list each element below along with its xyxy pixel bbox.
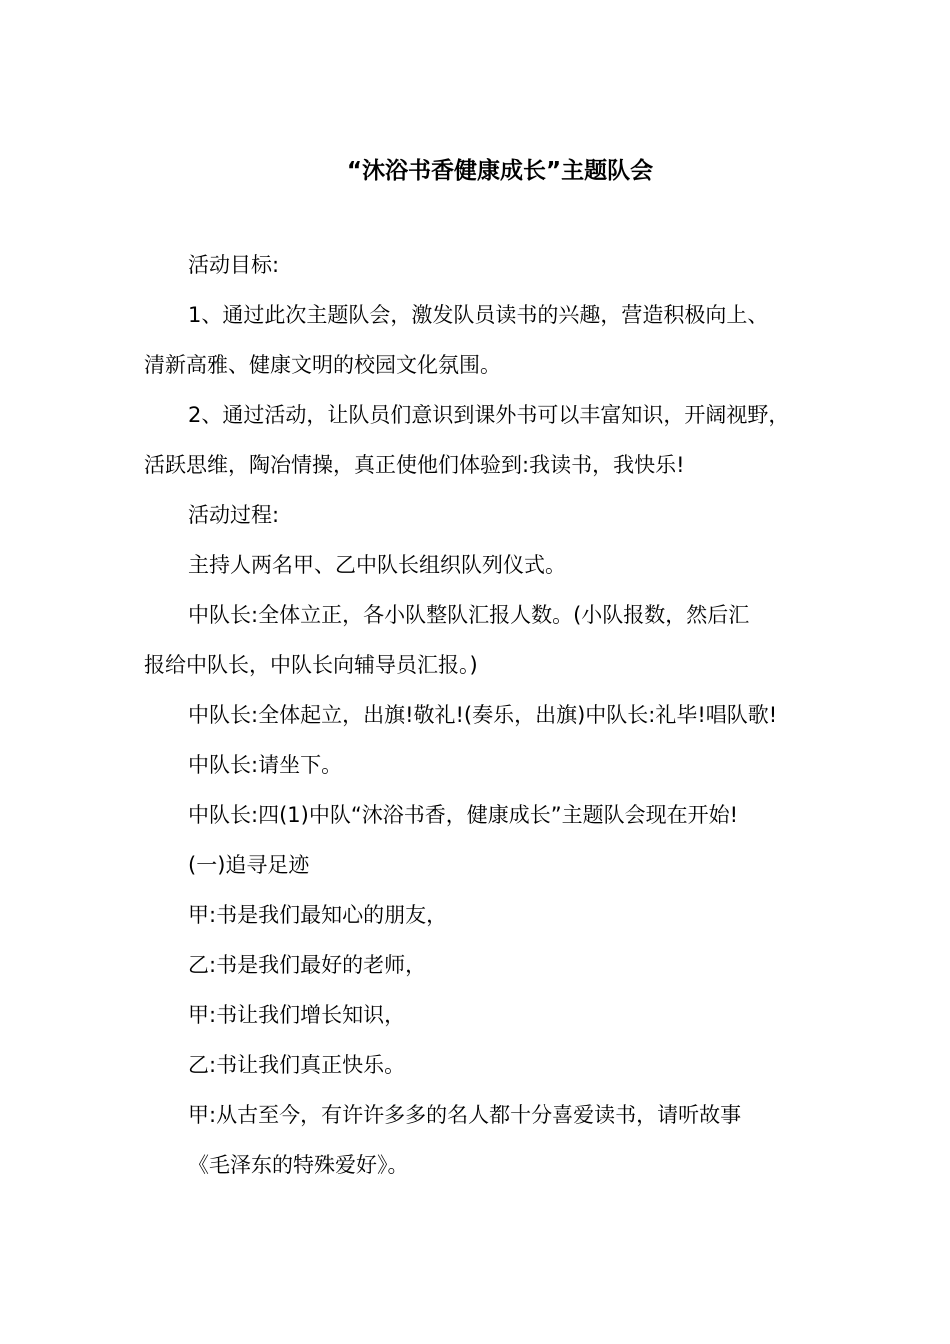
- paragraph-line: 2、通过活动，让队员们意识到课外书可以丰富知识，开阔视野，: [188, 403, 790, 427]
- paragraph-line: (一)追寻足迹: [188, 853, 310, 877]
- paragraph-line: 报给中队长，中队长向辅导员汇报。): [144, 653, 478, 677]
- paragraph-line: 主持人两名甲、乙中队长组织队列仪式。: [188, 553, 566, 577]
- paragraph-line: 1、通过此次主题队会，激发队员读书的兴趣，营造积极向上、: [188, 303, 769, 327]
- document-title: “沐浴书香健康成长”主题队会: [346, 158, 654, 184]
- paragraph-line: 活跃思维，陶冶情操，真正使他们体验到:我读书，我快乐!: [144, 453, 685, 477]
- paragraph-line: 乙:书让我们真正快乐。: [188, 1053, 406, 1077]
- document-body: [144, 248, 834, 1198]
- paragraph-line: 活动目标:: [188, 253, 280, 277]
- paragraph-line: 中队长:四(1)中队“沐浴书香，健康成长”主题队会现在开始!: [188, 803, 738, 827]
- paragraph-line: 《毛泽东的特殊爱好》。: [188, 1153, 409, 1177]
- paragraph-line: 甲:从古至今，有许许多多的名人都十分喜爱读书，请听故事: [188, 1103, 742, 1127]
- paragraph-line: 中队长:全体立正，各小队整队汇报人数。(小队报数，然后汇: [188, 603, 750, 627]
- paragraph-line: 乙:书是我们最好的老师，: [188, 953, 427, 977]
- paragraph-line: 中队长:请坐下。: [188, 753, 343, 777]
- paragraph-line: 中队长:全体起立，出旗!敬礼!(奏乐，出旗)中队长:礼毕!唱队歌!: [188, 703, 778, 727]
- paragraph-line: 甲:书让我们增长知识，: [188, 1003, 406, 1027]
- paragraph-line: 活动过程:: [188, 503, 280, 527]
- paragraph-line: 清新高雅、健康文明的校园文化氛围。: [144, 353, 501, 377]
- paragraph-line: 甲:书是我们最知心的朋友，: [188, 903, 448, 927]
